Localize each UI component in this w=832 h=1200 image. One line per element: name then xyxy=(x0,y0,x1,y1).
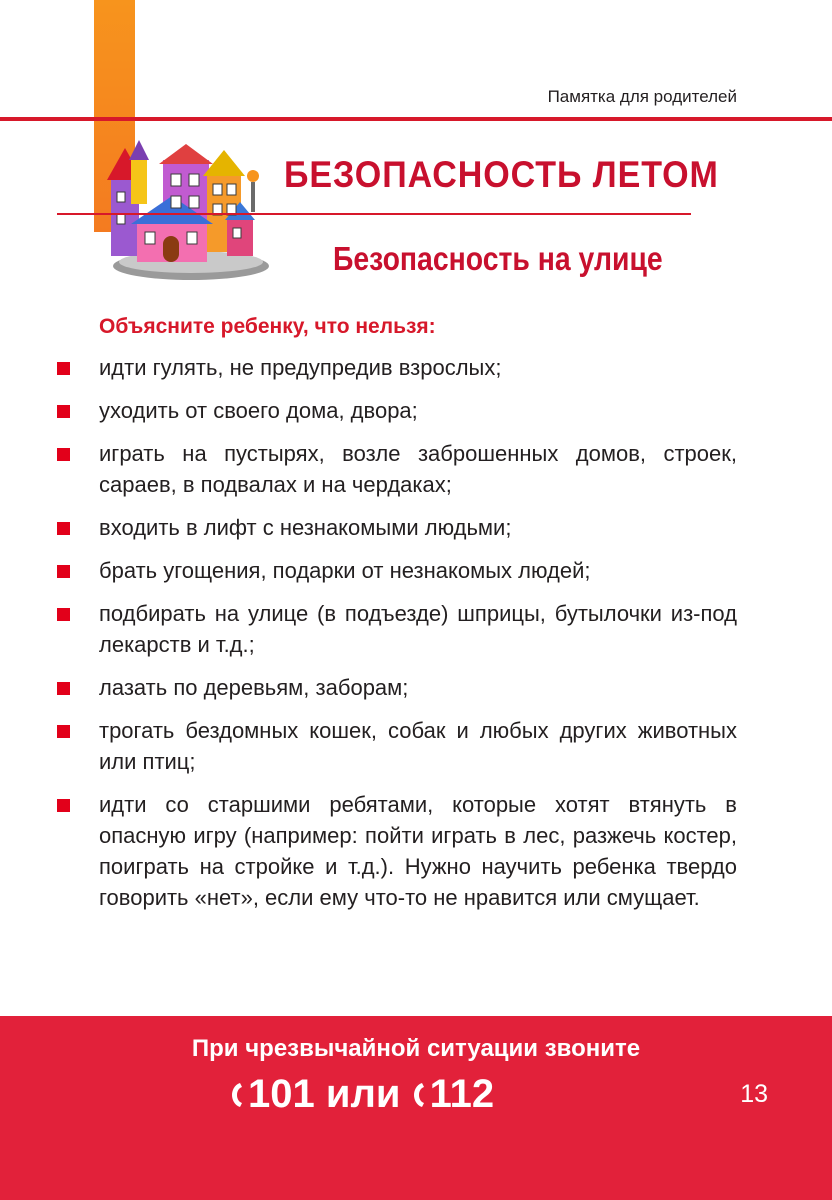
header-rule xyxy=(0,117,832,121)
list-item xyxy=(57,352,737,383)
list-item xyxy=(57,715,737,777)
bullet-square xyxy=(57,362,70,375)
phone-separator: или xyxy=(314,1072,412,1116)
list-item-text: брать угощения, подарки от незнакомых людей; xyxy=(99,558,591,583)
bullet-square xyxy=(57,565,70,578)
phone-number-2[interactable]: 112 xyxy=(429,1072,495,1116)
list-item-text: входить в лифт с незнакомыми людьми; xyxy=(99,515,512,540)
emergency-text: При чрезвычайной ситуации звоните xyxy=(191,1035,641,1062)
list-item xyxy=(57,555,737,586)
list-item-text: уходить от своего дома, двора; xyxy=(99,398,418,423)
list-item-text: играть на пустырях, возле заброшенных домов, строек, сараев, в подвалах и на чердаках; xyxy=(99,441,737,497)
page-title: БЕЗОПАСНОСТЬ ЛЕТОМ xyxy=(284,154,719,195)
phone-icon xyxy=(230,1081,244,1109)
list-item-text: лазать по деревьям, заборам; xyxy=(99,675,409,700)
rules-list xyxy=(57,352,737,925)
phone-number-1[interactable]: 101 xyxy=(248,1072,315,1116)
list-item-text: идти со старшими ребятами, которые хотят втянуть в опасную игру (например: пойти играть в лес, разжечь костер, поиграть на стройке и т.д.). Нужно научить ребенка твердо говорить «нет», если ему что-то не нравится или смущает. xyxy=(99,792,737,910)
bullet-square xyxy=(57,725,70,738)
list-item xyxy=(57,789,737,913)
bullet-square xyxy=(57,608,70,621)
header-label: Памятка для родителей xyxy=(547,87,737,106)
emergency-phones xyxy=(230,1072,494,1117)
page-number: 13 xyxy=(740,1080,768,1108)
bullet-square xyxy=(57,799,70,812)
list-item-text: трогать бездомных кошек, собак и любых других животных или птиц; xyxy=(99,718,737,774)
bullet-square xyxy=(57,682,70,695)
list-item xyxy=(57,598,737,660)
list-item xyxy=(57,672,737,703)
phone-icon xyxy=(412,1081,426,1109)
bullet-square xyxy=(57,405,70,418)
list-item xyxy=(57,512,737,543)
list-item xyxy=(57,438,737,500)
list-item-text: подбирать на улице (в подъезде) шприцы, бутылочки из-под лекарств и т.д.; xyxy=(99,601,737,657)
title-rule xyxy=(57,213,691,215)
houses-illustration xyxy=(103,138,269,282)
bullet-square xyxy=(57,448,70,461)
list-item-text: идти гулять, не предупредив взрослых; xyxy=(99,355,502,380)
bullet-square xyxy=(57,522,70,535)
intro-text: Объясните ребенку, что нельзя: xyxy=(99,315,436,338)
list-item xyxy=(57,395,737,426)
page-subtitle: Безопасность на улице xyxy=(333,240,663,277)
